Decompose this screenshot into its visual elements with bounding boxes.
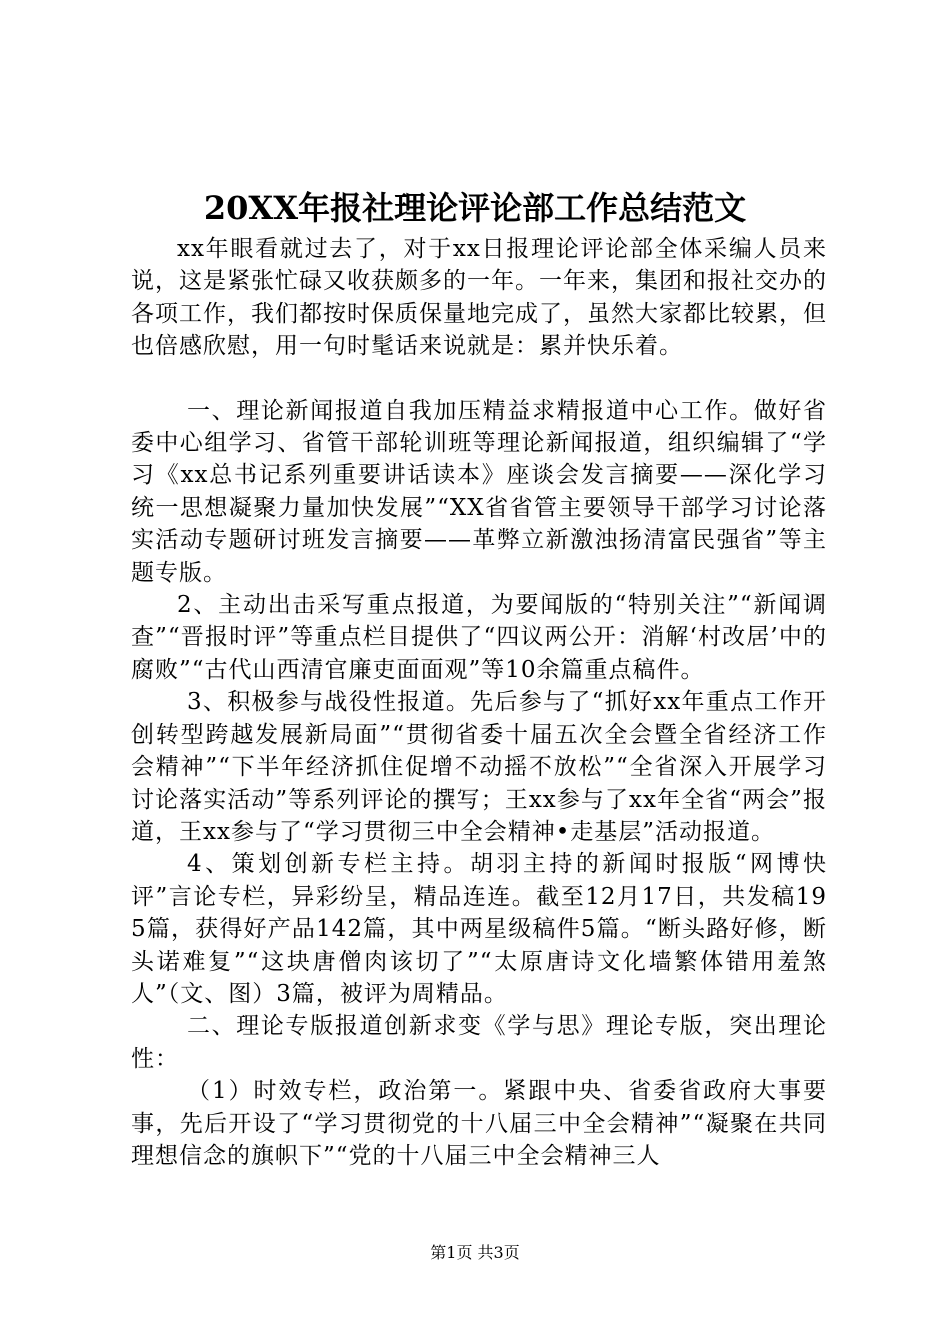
paragraph-subitem-1: （1）时效专栏，政治第一。紧跟中央、省委省政府大事要事，先后开设了“学习贯彻党的十八届三中全会精神”“凝聚在共同理想信念的旗帜下”“党的十八届三中全会精神三人 — [131, 1078, 827, 1169]
page-number-footer: 第1页 共3页 — [430, 1243, 520, 1262]
document-title: 20XX年报社理论评论部工作总结范文 — [203, 189, 747, 227]
document-body — [131, 233, 827, 1172]
paragraph-gap — [131, 363, 827, 395]
paragraph-section-2: 二、理论专版报道创新求变《学与思》理论专版，突出理论性： — [131, 1013, 827, 1072]
paragraph-section-1: 一、理论新闻报道自我加压精益求精报道中心工作。做好省委中心组学习、省管干部轮训班等理论新闻报道，组织编辑了“学习《xx总书记系列重要讲话读本》座谈会发言摘要——深化学习统一思想凝聚力量加快发展”“XX省省管主要领导干部学习讨论落实活动专题研讨班发言摘要——革弊立新激浊扬清富民强省”等主题专版。 — [131, 397, 827, 586]
paragraph-item-3: 3、积极参与战役性报道。先后参与了“抓好xx年重点工作开创转型跨越发展新局面”“贯彻省委十届五次全会暨全省经济工作会精神”“下半年经济抓住促增不动摇不放松”“全省深入开展学习讨论落实活动”等系列评论的撰写；王xx参与了xx年全省“两会”报道，王xx参与了“学习贯彻三中全会精神•走基层”活动报道。 — [131, 689, 827, 845]
paragraph-item-2: 2、主动出击采写重点报道，为要闻版的“特别关注”“新闻调查”“晋报时评”等重点栏目提供了“四议两公开：消解‘村改居’中的腐败”“古代山西清官廉吏面面观”等10余篇重点稿件。 — [131, 592, 827, 683]
paragraph-item-4: 4、策划创新专栏主持。胡羽主持的新闻时报版“网博快评”言论专栏，异彩纷呈，精品连连。截至12月17日，共发稿195篇，获得好产品142篇，其中两星级稿件5篇。“断头路好修，断头诺难复”“这块唐僧肉该切了”“太原唐诗文化墙繁体错用羞煞人”（文、图）3篇，被评为周精品。 — [131, 851, 827, 1007]
paragraph-intro: xx年眼看就过去了，对于xx日报理论评论部全体采编人员来说，这是紧张忙碌又收获颇多的一年。一年来，集团和报社交办的各项工作，我们都按时保质保量地完成了，虽然大家都比较累，但也倍感欣慰，用一句时髦话来说就是：累并快乐着。 — [131, 236, 827, 360]
